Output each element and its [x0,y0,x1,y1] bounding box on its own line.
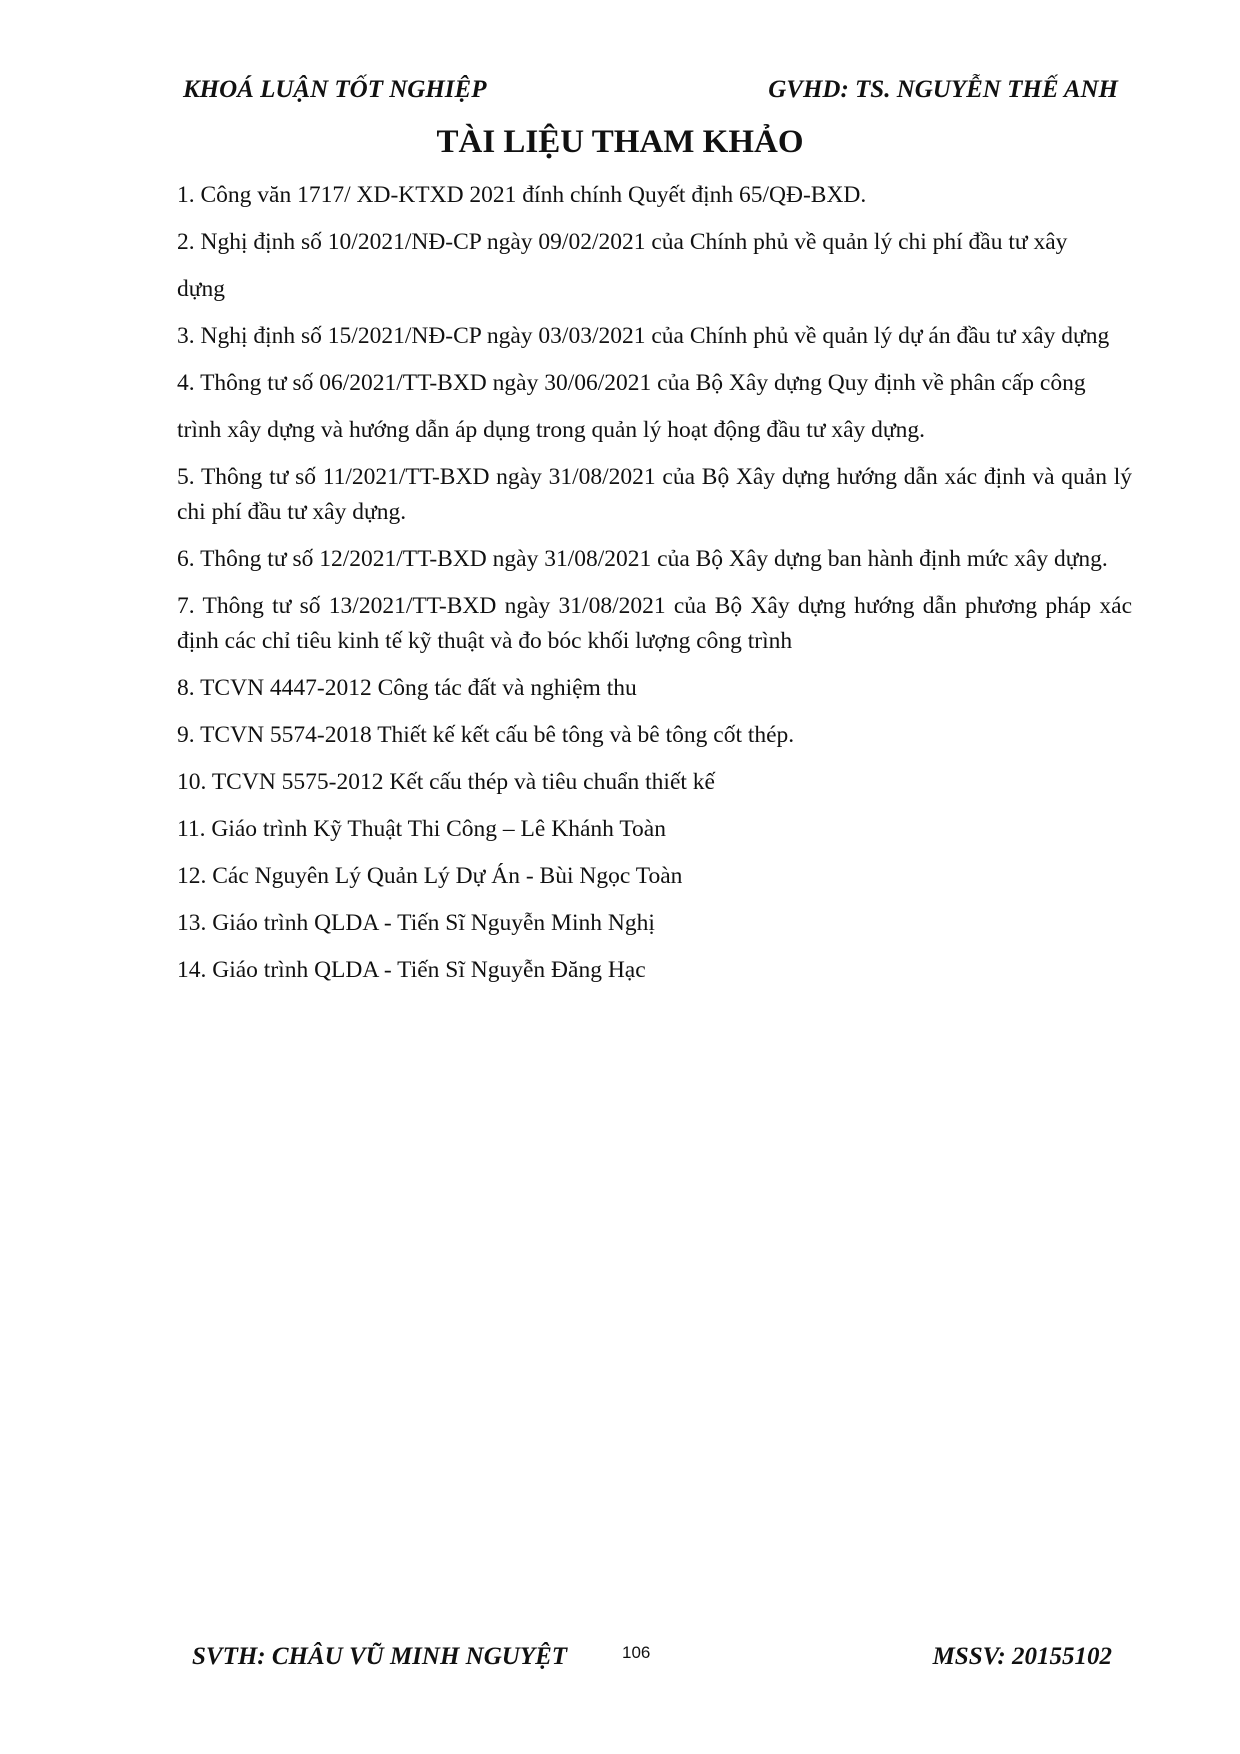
reference-text: 2. Nghị định số 10/2021/NĐ-CP ngày 09/02/2021 của Chính phủ về quản lý chi phí đầu tư xây [177,229,1068,255]
reference-item [177,225,1132,307]
reference-item [177,906,1132,941]
reference-item [177,542,1132,577]
reference-item [177,953,1132,988]
advisor-label: GVHD: TS. NGUYỄN THẾ ANH [768,76,1118,103]
reference-text: 12. Các Nguyên Lý Quản Lý Dự Án - Bùi Ngọc Toàn [177,863,683,889]
reference-text: 14. Giáo trình QLDA - Tiến Sĩ Nguyễn Đăng Hạc [177,957,646,983]
page-title: TÀI LIỆU THAM KHẢO [436,124,804,160]
page-header [183,76,1118,104]
reference-item [177,178,1132,213]
page-footer [192,1643,1112,1683]
reference-text: 6. Thông tư số 12/2021/TT-BXD ngày 31/08/2021 của Bộ Xây dựng ban hành định mức xây dựng. [177,546,1108,572]
reference-item [177,718,1132,753]
student-id-label: MSSV: 20155102 [932,1643,1112,1670]
page-number: 106 [622,1643,651,1662]
reference-text: 8. TCVN 4447-2012 Công tác đất và nghiệm thu [177,675,637,701]
reference-list [177,178,1132,1000]
reference-text: 1. Công văn 1717/ XD-KTXD 2021 đính chính Quyết định 65/QĐ-BXD. [177,182,867,208]
reference-text: 9. TCVN 5574-2018 Thiết kế kết cấu bê tông và bê tông cốt thép. [177,722,795,748]
reference-text: 5. Thông tư số 11/2021/TT-BXD ngày 31/08/2021 của Bộ Xây dựng hướng dẫn xác định và quản lý chi phí đầu tư xây dựng. [177,464,1132,525]
reference-text: 13. Giáo trình QLDA - Tiến Sĩ Nguyễn Minh Nghị [177,910,655,936]
reference-item [177,319,1132,354]
reference-item [177,671,1132,706]
reference-item [177,765,1132,800]
reference-item [177,589,1132,659]
reference-text: 10. TCVN 5575-2012 Kết cấu thép và tiêu chuẩn thiết kế [177,769,715,795]
reference-text: 7. Thông tư số 13/2021/TT-BXD ngày 31/08/2021 của Bộ Xây dựng hướng dẫn phương pháp xác định các chỉ tiêu kinh tế kỹ thuật và đo bóc khối lượng công trình [177,593,1132,654]
reference-item [177,460,1132,530]
reference-text: 4. Thông tư số 06/2021/TT-BXD ngày 30/06/2021 của Bộ Xây dựng Quy định về phân cấp công [177,370,1086,396]
reference-item [177,366,1132,448]
reference-continuation: dựng [177,276,225,302]
student-label: SVTH: CHÂU VŨ MINH NGUYỆT [192,1643,568,1670]
reference-item [177,859,1132,894]
reference-item [177,812,1132,847]
reference-text: 3. Nghị định số 15/2021/NĐ-CP ngày 03/03/2021 của Chính phủ về quản lý dự án đầu tư xây dựng [177,323,1110,349]
thesis-label: KHOÁ LUẬN TỐT NGHIỆP [183,76,487,103]
reference-text: 11. Giáo trình Kỹ Thuật Thi Công – Lê Khánh Toàn [177,816,666,842]
reference-continuation: trình xây dựng và hướng dẫn áp dụng trong quản lý hoạt động đầu tư xây dựng. [177,417,926,443]
